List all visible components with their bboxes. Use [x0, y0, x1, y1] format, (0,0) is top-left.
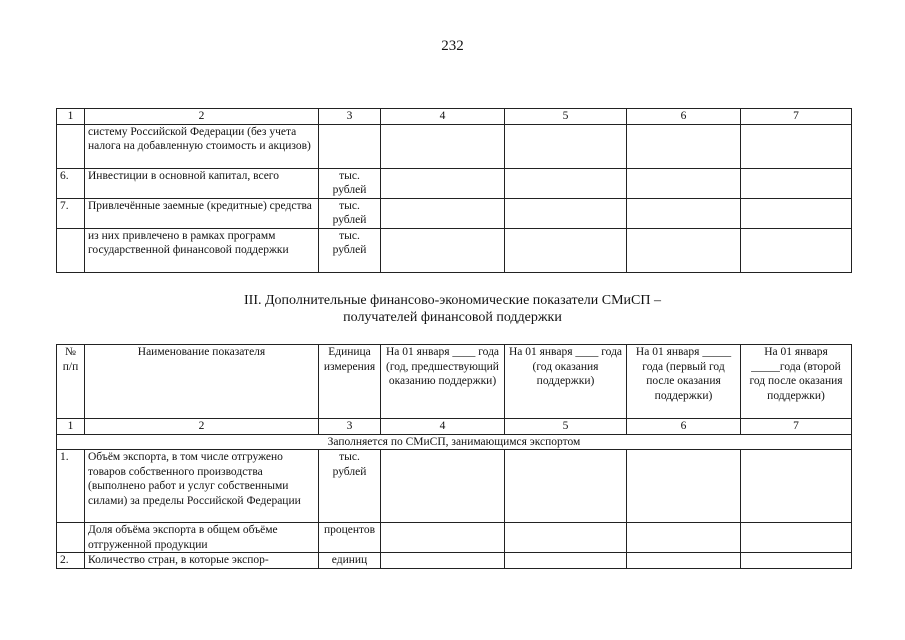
col-number-cell: 7 — [741, 109, 852, 125]
row-number: 2. — [57, 553, 85, 569]
indicator-name: Привлечённые заемные (кредитные) средства — [85, 198, 319, 228]
col-number-cell: 3 — [319, 419, 381, 435]
value-cell — [505, 553, 627, 569]
table-row — [57, 198, 852, 228]
table-row — [57, 124, 852, 168]
col-number-cell: 5 — [505, 109, 627, 125]
value-cell — [627, 228, 741, 272]
value-cell — [627, 553, 741, 569]
col-number-cell: 2 — [85, 109, 319, 125]
value-cell — [627, 124, 741, 168]
value-cell — [741, 168, 852, 198]
value-cell — [741, 553, 852, 569]
unit-cell: тыс. рублей — [319, 198, 381, 228]
value-cell — [741, 124, 852, 168]
unit-cell: единиц — [319, 553, 381, 569]
additional-indicators-table — [56, 344, 852, 569]
value-cell — [381, 168, 505, 198]
indicator-name: Объём экспорта, в том числе отгружено товаров собственного производства (выполнено работ и услуг собственными силами) за пределы Российской Федерации — [85, 450, 319, 523]
value-cell — [741, 228, 852, 272]
value-cell — [627, 450, 741, 523]
value-cell — [741, 523, 852, 553]
indicator-name: Количество стран, в которые экспор- — [85, 553, 319, 569]
header-name: Наименование показателя — [85, 345, 319, 419]
section-title — [0, 292, 905, 326]
col-number-cell: 6 — [627, 419, 741, 435]
section-title-line: получателей финансовой поддержки — [343, 310, 562, 325]
value-cell — [381, 553, 505, 569]
col-number-cell: 3 — [319, 109, 381, 125]
row-number — [57, 523, 85, 553]
table-row — [57, 523, 852, 553]
col-number-cell: 1 — [57, 419, 85, 435]
header-col4: На 01 января ____ года (год, предшествующий оказанию поддержки) — [381, 345, 505, 419]
unit-cell: процентов — [319, 523, 381, 553]
unit-cell: тыс. рублей — [319, 168, 381, 198]
value-cell — [741, 450, 852, 523]
value-cell — [381, 523, 505, 553]
header-num: № п/п — [57, 345, 85, 419]
unit-cell: тыс. рублей — [319, 450, 381, 523]
indicator-name: Инвестиции в основной капитал, всего — [85, 168, 319, 198]
value-cell — [381, 124, 505, 168]
table-row — [57, 450, 852, 523]
value-cell — [505, 523, 627, 553]
row-number: 1. — [57, 450, 85, 523]
value-cell — [627, 523, 741, 553]
subheader-cell: Заполняется по СМиСП, занимающимся экспортом — [57, 434, 852, 450]
page-number: 232 — [441, 38, 464, 54]
value-cell — [741, 198, 852, 228]
header-row — [57, 345, 852, 419]
unit-cell: тыс. рублей — [319, 228, 381, 272]
value-cell — [381, 198, 505, 228]
indicator-name: систему Российской Федерации (без учета налога на добавленную стоимость и акцизов) — [85, 124, 319, 168]
header-col7: На 01 января _____года (второй год после оказания поддержки) — [741, 345, 852, 419]
value-cell — [505, 198, 627, 228]
section-title-line: III. Дополнительные финансово-экономические показатели СМиСП – — [244, 293, 661, 308]
table-row — [57, 553, 852, 569]
col-number-cell: 6 — [627, 109, 741, 125]
row-number — [57, 228, 85, 272]
value-cell — [505, 168, 627, 198]
table-row — [57, 228, 852, 272]
indicator-name: Доля объёма экспорта в общем объёме отгруженной продукции — [85, 523, 319, 553]
subheader-row — [57, 434, 852, 450]
value-cell — [505, 228, 627, 272]
column-number-row — [57, 419, 852, 435]
col-number-cell: 2 — [85, 419, 319, 435]
col-number-cell: 4 — [381, 419, 505, 435]
unit-cell — [319, 124, 381, 168]
table-row — [57, 168, 852, 198]
value-cell — [505, 124, 627, 168]
value-cell — [381, 450, 505, 523]
value-cell — [627, 168, 741, 198]
value-cell — [627, 198, 741, 228]
row-number: 7. — [57, 198, 85, 228]
header-col5: На 01 января ____ года (год оказания поддержки) — [505, 345, 627, 419]
row-number — [57, 124, 85, 168]
row-number: 6. — [57, 168, 85, 198]
indicator-name: из них привлечено в рамках программ государственной финансовой поддержки — [85, 228, 319, 272]
column-number-row — [57, 109, 852, 125]
col-number-cell: 5 — [505, 419, 627, 435]
financial-indicators-table-continued — [56, 108, 852, 273]
header-unit: Единица измерения — [319, 345, 381, 419]
header-col6: На 01 января _____ года (первый год после оказания поддержки) — [627, 345, 741, 419]
col-number-cell: 1 — [57, 109, 85, 125]
col-number-cell: 7 — [741, 419, 852, 435]
value-cell — [505, 450, 627, 523]
col-number-cell: 4 — [381, 109, 505, 125]
value-cell — [381, 228, 505, 272]
